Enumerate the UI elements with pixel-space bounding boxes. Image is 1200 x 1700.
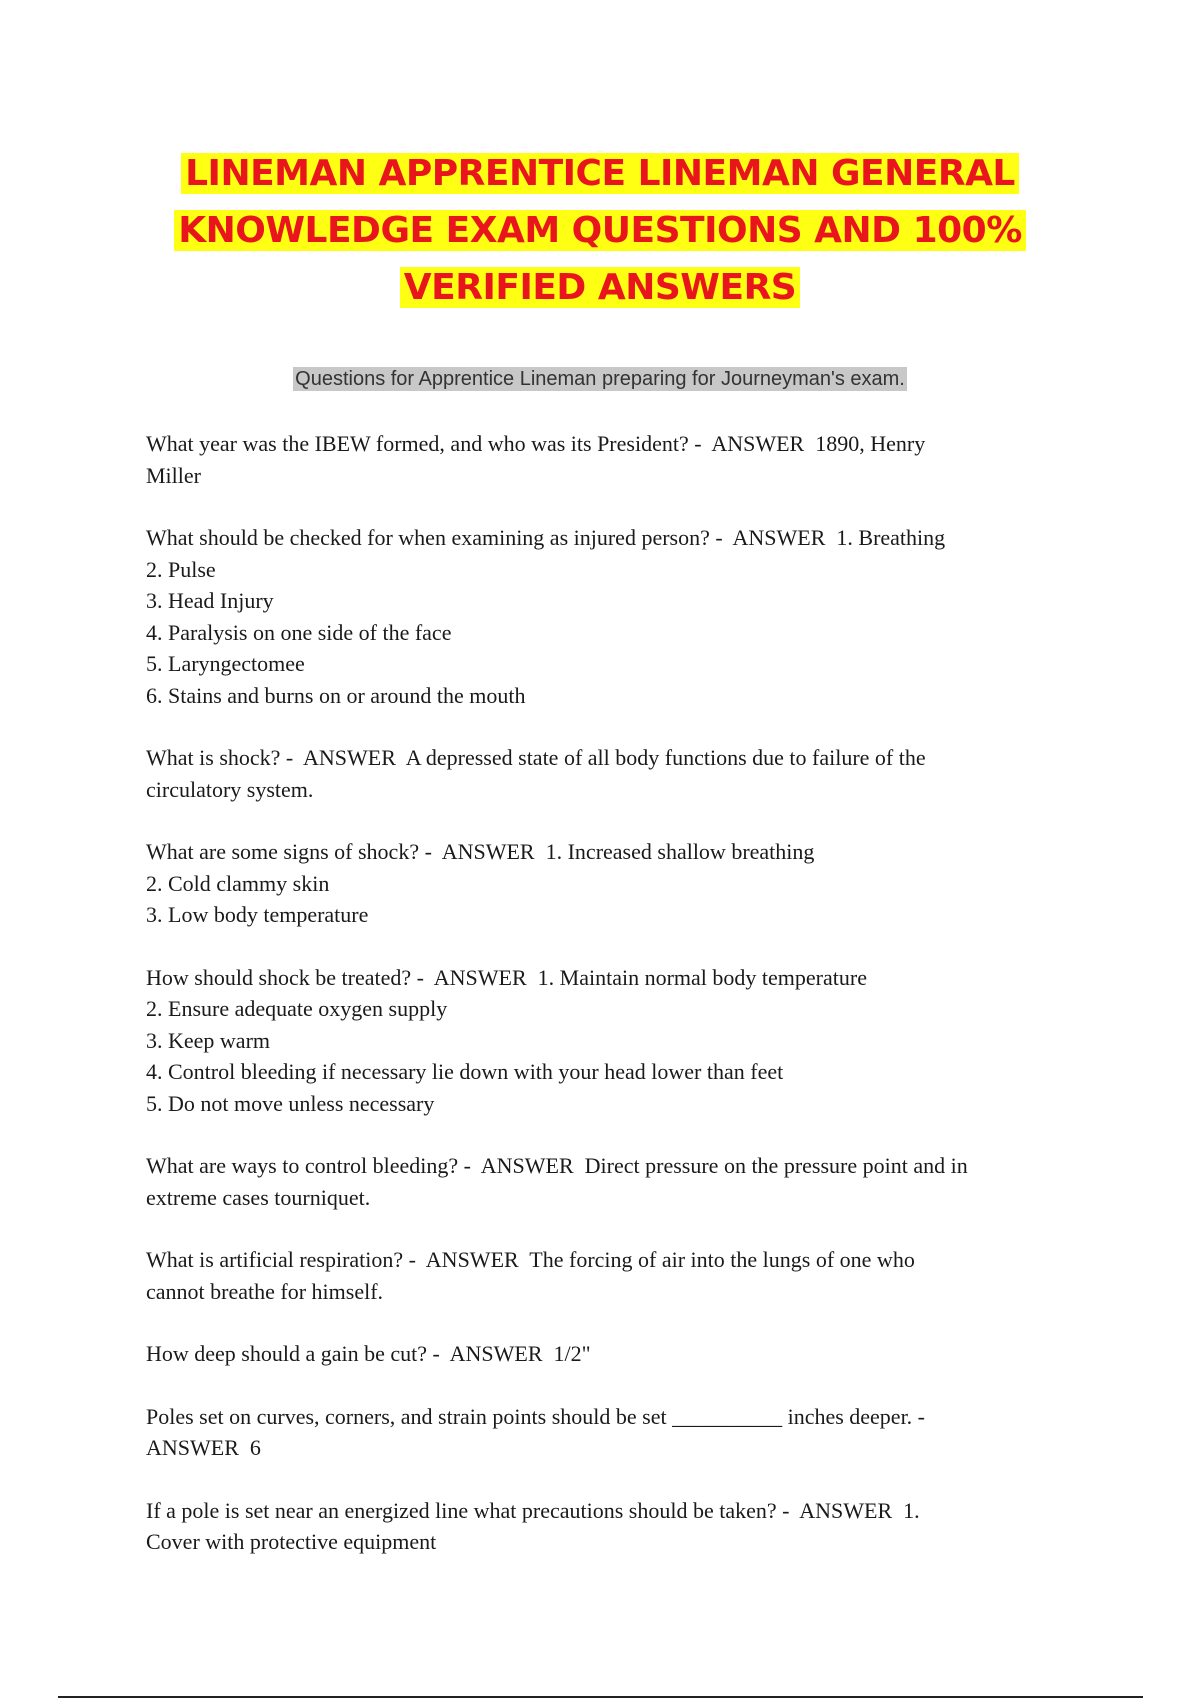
answer-text: 6: [249, 1435, 261, 1460]
qa-item: [146, 1338, 1066, 1370]
answer-text: A depressed state of all body functions due to failure of the: [405, 745, 926, 770]
answer-text: 1. Maintain normal body temperature: [537, 964, 867, 990]
answer-label: ANSWER: [146, 1435, 239, 1460]
question-text: How deep should a gain be cut? -: [146, 1341, 440, 1366]
answer-text: 2. Pulse: [146, 556, 216, 582]
qa-item: [146, 962, 1066, 1120]
question-text: What is artificial respiration? -: [146, 1247, 416, 1272]
qa-item: [146, 1244, 1066, 1307]
question-text: If a pole is set near an energized line what precautions should be taken? -: [146, 1497, 790, 1523]
answer-text: 1.: [903, 1497, 920, 1523]
question-text: How should shock be treated? -: [146, 964, 424, 990]
question-text: What is shock? -: [146, 745, 294, 770]
question-text: What should be checked for when examining as injured person? -: [146, 525, 723, 550]
answer-label: ANSWER: [425, 1247, 519, 1272]
qa-item: [146, 836, 1066, 931]
answer-label: ANSWER: [449, 1341, 543, 1366]
answer-text: 3. Low body temperature: [146, 902, 369, 927]
question-text: What are ways to control bleeding? -: [146, 1153, 471, 1178]
answer-label: ANSWER: [441, 839, 535, 864]
title-line: VERIFIED ANSWERS: [150, 259, 1050, 316]
answer-text: 6. Stains and burns on or around the mouth: [146, 682, 526, 708]
answer-text: 1/2": [553, 1341, 591, 1366]
qa-item: [146, 1495, 1066, 1558]
qa-item: [146, 742, 1066, 805]
question-text: Poles set on curves, corners, and strain points should be set __________ inches deeper. -: [146, 1403, 926, 1429]
question-text: What are some signs of shock? -: [146, 839, 432, 864]
answer-text: 4. Paralysis on one side of the face: [146, 619, 452, 645]
answer-text: 1. Increased shallow breathing: [545, 839, 815, 864]
qa-item: [146, 428, 1066, 491]
answer-text: 2. Cold clammy skin: [146, 870, 330, 896]
answer-label: ANSWER: [732, 525, 826, 550]
answer-label: ANSWER: [799, 1497, 893, 1523]
answer-label: ANSWER: [433, 964, 527, 990]
answer-text: 5. Do not move unless necessary: [146, 1090, 435, 1116]
answer-text: 3. Head Injury: [146, 588, 274, 613]
answer-label: ANSWER: [480, 1153, 574, 1178]
title-line: LINEMAN APPRENTICE LINEMAN GENERAL: [150, 145, 1050, 202]
answer-text: The forcing of air into the lungs of one who: [529, 1247, 915, 1272]
answer-text: 5. Laryngectomee: [146, 651, 305, 676]
answer-text: 4. Control bleeding if necessary lie down with your head lower than feet: [146, 1059, 784, 1084]
answer-text: cannot breathe for himself.: [146, 1278, 384, 1304]
answer-text: Miller: [146, 462, 201, 488]
answer-text: 2. Ensure adequate oxygen supply: [146, 996, 448, 1021]
qa-item: [146, 1401, 1066, 1464]
qa-list: [146, 428, 1066, 1589]
answer-text: 3. Keep warm: [146, 1027, 271, 1053]
question-text: What year was the IBEW formed, and who was its President? -: [146, 431, 702, 456]
answer-label: ANSWER: [711, 431, 805, 456]
answer-text: Direct pressure on the pressure point and in: [584, 1153, 968, 1178]
answer-text: extreme cases tourniquet.: [146, 1184, 371, 1210]
qa-item: [146, 1150, 1066, 1213]
answer-text: 1890, Henry: [815, 431, 926, 456]
page-divider: [58, 1696, 1143, 1698]
qa-item: [146, 522, 1066, 711]
answer-text: circulatory system.: [146, 776, 314, 802]
answer-text: 1. Breathing: [836, 525, 946, 550]
title-line: KNOWLEDGE EXAM QUESTIONS AND 100%: [150, 202, 1050, 259]
document-subtitle: Questions for Apprentice Lineman preparing for Journeyman's exam.: [295, 368, 905, 390]
document-title: [150, 145, 1050, 316]
answer-label: ANSWER: [303, 745, 396, 770]
answer-text: Cover with protective equipment: [146, 1529, 437, 1554]
